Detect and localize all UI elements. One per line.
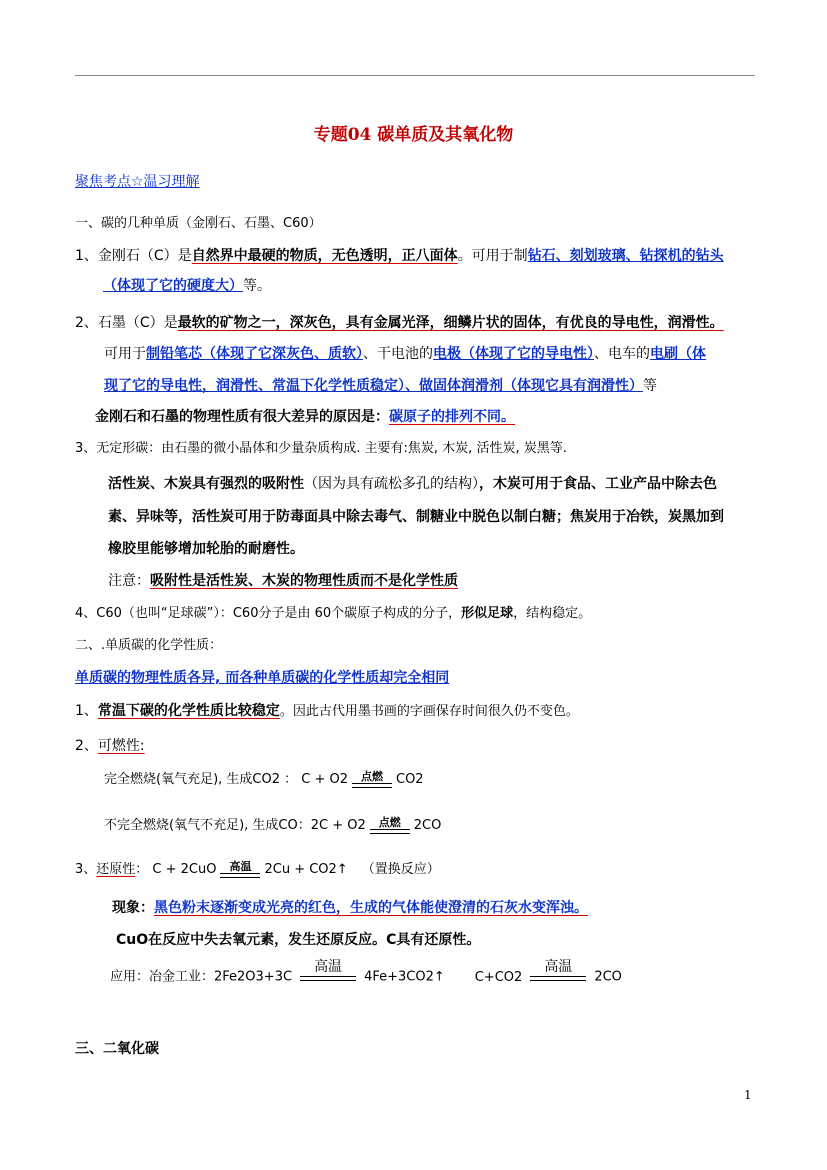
complete-combustion-eq [104,770,424,790]
item-combustion [75,736,145,756]
adsorb-reason: （因为具有疏松多孔的结构） [304,476,479,492]
graphite-use-brush: 电刷（体 [650,346,706,362]
section-2-heading: 二、.单质碳的化学性质： [75,638,223,653]
item-c60 [75,604,591,624]
incomplete-product: 2CO [413,818,442,833]
amorphous-line2: 素、异味等，活性炭可用于防毒面具中除去毒气、制糖业中脱色以制白糖；焦炭用于冶铁，炭黑加到 [108,509,724,525]
graphite-properties: 最软的矿物之一，深灰色，具有金属光泽，细鳞片状的固体，有优良的导电性，润滑性。 [177,315,724,331]
diff-reason: 碳原子的排列不同。 [389,409,515,425]
combustion-label: 可燃性: [97,738,145,754]
item-graphite [75,313,724,333]
note-label: 注意： [108,573,150,589]
item-diamond [75,246,724,266]
stability-suffix: 。因此古代用墨书画的字画保存时间很久仍不变色。 [279,704,579,719]
complete-condition: 点燃 [361,770,383,783]
page-title: 专题04 碳单质及其氧化物 [313,125,514,145]
graphite-sep1: 、干电池的 [363,346,433,362]
phenomenon-text: 黑色粉末逐渐变成光亮的红色，生成的气体能使澄清的石灰水变浑浊。 [154,900,588,916]
reaction-type: （置换反应） [361,862,440,877]
graphite-use-pencil: 制铅笔芯（体现了它深灰色、质软） [146,346,363,362]
reducing-arrow [220,861,260,878]
phenomenon-label: 现象： [112,900,154,916]
app-reaction1: 应用：冶金工业：2Fe2O3+3C [110,969,293,985]
amorphous-note [108,571,458,591]
page-number: 1 [744,1088,752,1102]
incomplete-condition: 点燃 [378,816,401,829]
item-graphite-prefix: 2、石墨（C）是 [75,315,178,331]
graphite-use-lubricant: 做固体润滑剂（体现它具有润滑性） [419,378,643,394]
app-reaction2: C+CO2 [474,969,523,985]
section-3-heading: 三、二氧化碳 [75,1041,159,1057]
incomplete-reactants: 不完全燃烧(氧气不充足), 生成CO：2C + O2 [104,818,366,833]
amorphous-line1 [108,474,717,494]
diamond-reason: （体现了它的硬度大） [103,278,243,294]
stability-text: 常温下碳的化学性质比较稳定 [97,703,280,719]
app-product1: 4Fe+3CO2↑ [364,969,445,985]
section-link[interactable]: 聚焦考点☆温习理解 [75,174,200,190]
complete-arrow [352,771,392,788]
graphite-use-electrode: 电极（体现了它的导电性） [433,346,594,362]
reducing-prefix: 3、 [75,862,97,877]
cuo-reduction-line: CuO在反应中失去氧元素，发生还原反应。C具有还原性。 [116,932,481,948]
note-text: 吸附性是活性炭、木炭的物理性质而不是化学性质 [150,573,458,589]
reducing-reaction: ： C + 2CuO [135,862,217,877]
diff-reason-line [95,407,515,427]
diff-text: 金刚石和石墨的物理性质有很大差异的原因是： [95,409,389,425]
combustion-prefix: 2、 [75,738,98,754]
app-condition1: 高温 [314,959,343,975]
incomplete-arrow [370,817,410,834]
item-diamond-cont [103,276,271,296]
app-arrow1 [300,959,356,981]
app-condition2: 高温 [544,959,573,975]
app-product2: 2CO [594,969,622,985]
item-amorphous: 3、无定形碳：由石墨的微小晶体和少量杂质构成. 主要有:焦炭, 木炭, 活性炭, 炭黑等. [75,441,567,456]
stability-prefix: 1、 [75,703,98,719]
item-reducing [75,860,440,880]
c60-shape: 形似足球 [461,606,514,621]
graphite-sep3: 、 [405,378,419,394]
c60-suffix: ，结构稳定。 [513,606,592,621]
phenomenon-line [112,898,588,918]
item-diamond-suffix: 等。 [243,278,271,294]
amorphous-line3: 橡胶里能够增加轮胎的耐磨性。 [108,541,304,557]
graphite-use-brush-cont: 现了它的导电性，润滑性、常温下化学性质稳定） [104,378,405,394]
diamond-properties: 自然界中最硬的物质，无色透明，正八面体 [191,248,458,264]
section-1-heading: 一、碳的几种单质（金刚石、石墨、C60） [75,216,322,231]
graphite-sep2: 、电车的 [594,346,650,362]
complete-reactants: 完全燃烧(氧气充足), 生成CO2 ： C + O2 [104,772,348,787]
item-diamond-mid: 。可用于制 [457,248,528,264]
item-diamond-prefix: 1、金刚石（C）是 [75,248,192,264]
header-rule [75,75,755,76]
reducing-condition: 高温 [229,860,252,873]
graphite-uses-line2 [104,376,657,396]
diamond-uses: 钻石、刻划玻璃、钻探机的钻头 [527,248,724,264]
graphite-uses-line1 [104,344,706,364]
reducing-products: 2Cu + CO2↑ [264,862,348,877]
graphite-use-prefix: 可用于 [104,346,146,362]
item-stability [75,701,579,722]
adsorb-text: 活性炭、木炭具有强烈的吸附性 [108,476,304,492]
complete-product: CO2 [396,772,424,787]
adsorb-uses: ，木炭可用于食品、工业产品中除去色 [479,476,717,492]
application-line [110,959,622,988]
graphite-suffix: 等 [643,378,657,394]
c60-prefix: 4、C60（也叫“足球碳”）：C60分子是由 60个碳原子构成的分子， [75,606,462,621]
incomplete-combustion-eq [104,816,441,836]
reducing-label: 还原性 [96,862,136,877]
app-arrow2 [530,959,586,981]
chemical-properties-highlight: 单质碳的物理性质各异, 而各种单质碳的化学性质却完全相同 [75,670,450,686]
